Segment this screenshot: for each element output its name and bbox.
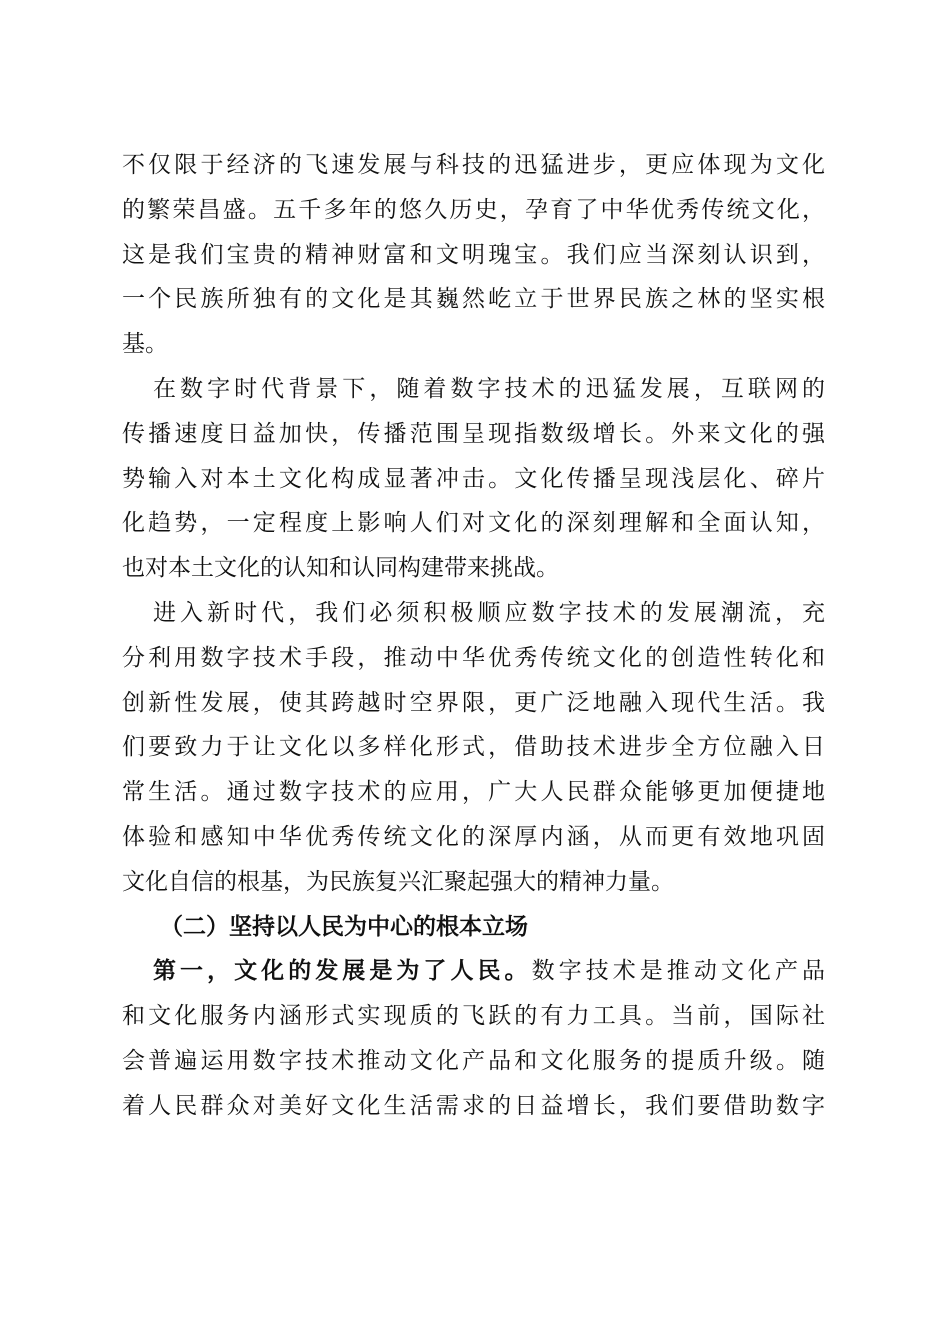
bold-lead-sentence: 第一，文化的发展是为了人民。 [153, 957, 532, 985]
text-line: 传播速度日益加快，传播范围呈现指数级增长。外来文化的强 [122, 420, 825, 447]
text-line: 着人民群众对美好文化生活需求的日益增长，我们要借助数字 [122, 1092, 825, 1119]
text-line: 不仅限于经济的飞速发展与科技的迅猛进步，更应体现为文化 [122, 152, 825, 178]
text-line: 进入新时代，我们必须积极顺应数字技术的发展潮流，充 [153, 599, 825, 626]
document-body [122, 143, 825, 1129]
text-line: 常生活。通过数字技术的应用，广大人民群众能够更加便捷地 [122, 779, 825, 806]
text-line: 分利用数字技术手段，推动中华优秀传统文化的创造性转化和 [122, 644, 825, 671]
text-line: 化趋势，一定程度上影响人们对文化的深刻理解和全面认知， [122, 510, 825, 537]
text-line: 的繁荣昌盛。五千多年的悠久历史，孕育了中华优秀传统文化， [122, 196, 825, 223]
text-line: 创新性发展，使其跨越时空界限，更广泛地融入现代生活。我 [122, 689, 825, 716]
text-line: 基。 [122, 331, 168, 358]
text-line: 和文化服务内涵形式实现质的飞跃的有力工具。当前，国际社 [122, 1003, 825, 1030]
text-line [122, 949, 825, 994]
text-line: 势输入对本土文化构成显著冲击。文化传播呈现浅层化、碎片 [122, 465, 825, 492]
text-line: 在数字时代背景下，随着数字技术的迅猛发展，互联网的 [153, 375, 825, 402]
text-line: 文化自信的根基，为民族复兴汇聚起强大的精神力量。 [122, 868, 674, 895]
text-line: 们要致力于让文化以多样化形式，借助技术进步全方位融入日 [122, 734, 825, 761]
section-heading: （二）坚持以人民为中心的根本立场 [160, 912, 528, 940]
text-line: 也对本土文化的认知和认同构建带来挑战。 [122, 555, 559, 582]
text-line: 会普遍运用数字技术推动文化产品和文化服务的提质升级。随 [122, 1047, 825, 1074]
text-line: 一个民族所独有的文化是其巍然屹立于世界民族之林的坚实根 [122, 286, 825, 313]
text-line: 这是我们宝贵的精神财富和文明瑰宝。我们应当深刻认识到， [122, 241, 825, 268]
text-line: 体验和感知中华优秀传统文化的深厚内涵，从而更有效地巩固 [122, 823, 825, 850]
text-span: 数字技术是推动文化产品 [531, 958, 826, 985]
